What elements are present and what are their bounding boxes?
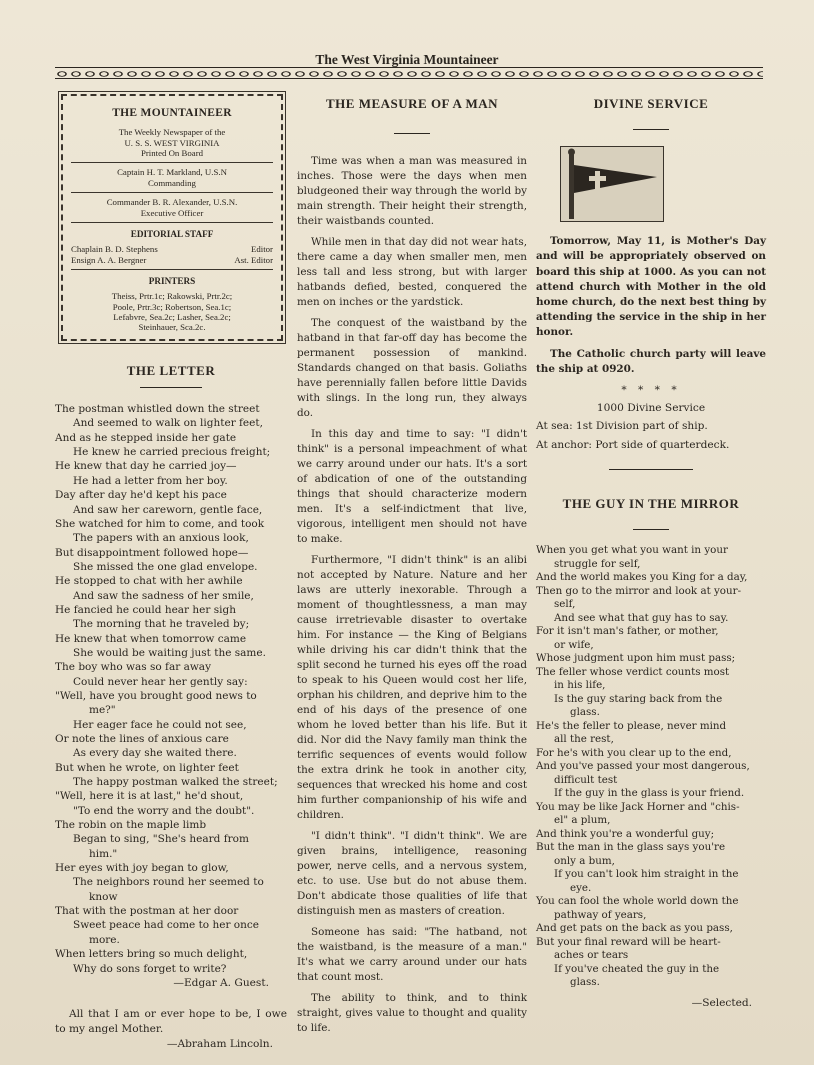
article-paragraph: Someone has said: "The hatband, not the waistband, is the measure of a man." It's what we carry around under our hats that count most.	[297, 926, 527, 984]
poem-line: You may be like Jack Horner and "chis-	[536, 800, 740, 813]
poem-line: glass.	[570, 706, 600, 719]
poem-line: self,	[554, 598, 576, 611]
at-anchor-location: At anchor: Port side of quarterdeck.	[536, 438, 730, 451]
poem-line: And as he stepped inside her gate	[55, 431, 237, 444]
editorial-heading: EDITORIAL STAFF	[130, 229, 214, 240]
poem-line: And saw her careworn, gentle face,	[73, 503, 263, 516]
poem-line: eye.	[570, 881, 592, 894]
poem-line: know	[89, 890, 118, 903]
poem-line: If the guy in the glass is your friend.	[554, 787, 745, 800]
article-paragraph: The ability to think, and to think straight, gives value to thought and quality to life.	[297, 992, 527, 1035]
church-pennant-icon	[561, 147, 663, 221]
letter-title: THE LETTER	[126, 362, 216, 378]
article-paragraph: "I didn't think". "I didn't think". We are given brains, intelligence, reasoning power, nerve cells, and a nervous system, etc. to use. Use but do not abuse them. Don't abdicate those qualities of life that distinguish men as masters of creation.	[297, 830, 527, 918]
poem-line: That with the postman at her door	[55, 905, 239, 918]
poem-line: And think you're a wonderful guy;	[536, 827, 715, 840]
poem-line: He knew he carried precious freight;	[73, 446, 271, 459]
printers-heading: PRINTERS	[148, 276, 196, 287]
title-rule	[140, 387, 202, 388]
editor-row	[71, 255, 273, 265]
poem-line: Is the guy staring back from the	[554, 692, 723, 705]
poem-line: He knew that when tomorrow came	[55, 632, 247, 645]
letter-poem	[55, 402, 287, 976]
box-title: THE MOUNTAINEER	[112, 107, 232, 119]
poem-line: struggle for self,	[554, 557, 641, 570]
column-right	[536, 90, 766, 1011]
poem-line: If you can't look him straight in the	[554, 868, 739, 881]
poem-line: When you get what you want in your	[536, 544, 728, 557]
divider	[71, 222, 273, 223]
poem-line: el" a plum,	[554, 814, 611, 827]
poem-line: And you've passed your most dangerous,	[536, 760, 750, 773]
mirror-poem	[536, 544, 766, 990]
poem-line: The postman whistled down the street	[55, 403, 260, 416]
poem-line: "To end the worry and the doubt".	[73, 804, 255, 817]
poem-line: The neighbors round her seemed to	[73, 876, 264, 889]
poem-line: Whose judgment upon him must pass;	[536, 652, 736, 665]
poem-line: And see what that guy has to say.	[554, 611, 729, 624]
box-subtitle-2: U. S. S. WEST VIRGINIA	[124, 137, 220, 148]
poem-line: And saw the sadness of her smile,	[73, 589, 254, 602]
poem-line: Could never hear her gently say:	[73, 675, 248, 688]
at-sea-location: At sea: 1st Division part of ship.	[536, 420, 708, 433]
editor-name: Ensign A. A. Bergner	[71, 254, 147, 265]
poem-line: If you've cheated the guy in the	[554, 962, 720, 975]
editor-role: Ast. Editor	[234, 254, 273, 265]
poem-line: You can fool the whole world down the	[536, 895, 739, 908]
lincoln-quote: All that I am or ever hope to be, I owe to my angel Mother.	[55, 1008, 287, 1036]
poem-line: difficult test	[554, 773, 618, 786]
poem-line: glass.	[570, 976, 600, 989]
column-middle	[297, 90, 527, 1042]
article-paragraph: While men in that day did not wear hats, there came a day when smaller men, men less tall and less strong, but with larger hatbands defied, bested, conquered the men on inches or the yardstick.	[297, 236, 527, 309]
poem-line: And get pats on the back as you pass,	[536, 922, 733, 935]
editor-role: Editor	[251, 244, 273, 255]
poem-line: pathway of years,	[554, 908, 647, 921]
editor-row	[71, 244, 273, 254]
poem-line: But your final reward will be heart-	[536, 935, 721, 948]
poem-line: "Well, have you brought good news to	[55, 689, 257, 702]
poem-line: He stopped to chat with her awhile	[55, 575, 243, 588]
poem-line: in his life,	[554, 679, 606, 692]
printers-line: Poole, Prtr.3c; Robertson, Sea.1c;	[112, 301, 232, 312]
article-paragraph: Time was when a man was measured in inches. Those were the days when men bludgeoned their way through the world by main strength. Their height their strength, their waistbands counted.	[297, 155, 527, 228]
divider	[71, 192, 273, 193]
title-rule	[633, 529, 669, 530]
divider	[71, 162, 273, 163]
poem-line: only a bum,	[554, 854, 615, 867]
poem-line: more.	[89, 933, 120, 946]
poem-line: Her eyes with joy began to glow,	[55, 862, 229, 875]
poem-line: aches or tears	[554, 949, 629, 962]
captain-role: Commanding	[148, 177, 196, 188]
poem-line: all the rest,	[554, 733, 614, 746]
poem-line: him."	[89, 847, 118, 860]
printers-line: Lefabvre, Sea.2c; Lasher, Sea.2c;	[113, 312, 231, 323]
mountaineer-box	[61, 94, 283, 341]
poem-line: She watched for him to come, and took	[55, 517, 265, 530]
poem-line: For he's with you clear up to the end,	[536, 746, 732, 759]
box-subtitle-3: Printed On Board	[140, 148, 204, 159]
poem-line: But the man in the glass says you're	[536, 841, 726, 854]
section-rule	[609, 469, 693, 470]
poem-line: She missed the one glad envelope.	[73, 560, 258, 573]
poem-line: And the world makes you King for a day,	[536, 571, 748, 584]
poem-line: She would be waiting just the same.	[73, 646, 266, 659]
poem-line: The feller whose verdict counts most	[536, 665, 730, 678]
poem-line: me?"	[89, 704, 116, 717]
mirror-title: THE GUY IN THE MIRROR	[562, 495, 740, 511]
masthead-title: The West Virginia Mountaineer	[315, 52, 499, 67]
measure-title: THE MEASURE OF A MAN	[325, 96, 499, 111]
column-left	[55, 90, 287, 1053]
commander-name: Commander B. R. Alexander, U.S.N.	[106, 197, 238, 208]
poem-line: The boy who was so far away	[55, 661, 212, 674]
poem-line: For it isn't man's father, or mother,	[536, 625, 719, 638]
mirror-author: —Selected.	[691, 996, 752, 1009]
poem-line: Sweet peace had come to her once	[73, 919, 259, 932]
poem-line: The papers with an anxious look,	[73, 532, 249, 545]
poem-line: When letters bring so much delight,	[55, 948, 248, 961]
poem-line: He fancied he could hear her sigh	[55, 603, 236, 616]
poem-line: And seemed to walk on lighter feet,	[73, 417, 263, 430]
poem-line: He knew that day he carried joy—	[55, 460, 237, 473]
poem-line: Why do sons forget to write?	[73, 962, 227, 975]
article-paragraph: Furthermore, "I didn't think" is an alibi not accepted by Nature. Nature and her laws are utterly inexorable. Through a moment of thoughtlessness, a man may cause irretrievable disaster to overtake him. For instance — the King of Belgians while driving his car didn't think that the split second he turned his eyes off the road to speak to his Queen would cost her life, orphan his children, and deprive him to the end of his days of the presence of one whom he loved better than his life. But it did. Nor did the Navy family man think the terrific sequences of events would follow the extra drink he took in another city, sequences that wrecked his home and cost him further companionship of his wife and children.	[297, 554, 527, 822]
separator-stars: * * * *	[621, 384, 681, 397]
title-rule	[633, 129, 669, 130]
printers-line: Steinhauer, Sca.2c.	[138, 322, 206, 333]
poem-line: The happy postman walked the street;	[73, 776, 278, 789]
poem-line: Her eager face he could not see,	[73, 718, 247, 731]
poem-line: But when he wrote, on lighter feet	[55, 761, 239, 774]
letter-author: —Edgar A. Guest.	[173, 976, 269, 989]
editor-name: Chaplain B. D. Stephens	[71, 244, 158, 255]
poem-line: "Well, here it is at last," he'd shout,	[55, 790, 244, 803]
poem-line: The morning that he traveled by;	[73, 618, 250, 631]
poem-line: Or note the lines of anxious care	[55, 733, 229, 745]
poem-line: Began to sing, "She's heard from	[73, 833, 249, 846]
article-paragraph: The conquest of the waistband by the hatband in that far-off day has become the permanent possession of mankind. Standards changed on that basis. Goliaths have perennially fallen before little Davids with slings. In the long run, they always do.	[297, 317, 527, 420]
captain-name: Captain H. T. Markland, U.S.N	[117, 167, 227, 178]
poem-line: But disappointment followed hope—	[55, 546, 249, 559]
article-paragraph: In this day and time to say: "I didn't think" is a personal impeachment of what we carry around under our hats. It's a sort of abdication of one of the outstanding things that should characterize modern men. It's a self-indictment that live, vigorous, intelligent men should not have to make.	[297, 428, 527, 546]
box-subtitle-1: The Weekly Newspaper of the	[118, 127, 226, 138]
poem-line: He's the feller to please, never mind	[536, 719, 727, 732]
poem-line: Day after day he'd kept his pace	[55, 489, 227, 502]
service-time: 1000 Divine Service	[596, 402, 706, 415]
catholic-party-notice: The Catholic church party will leave the ship at 0920.	[536, 347, 766, 375]
divider	[71, 269, 273, 270]
poem-line: He had a letter from her boy.	[73, 474, 228, 487]
poem-line: As every day she waited there.	[73, 747, 237, 760]
commander-role: Executive Officer	[140, 207, 204, 218]
mothers-day-notice: Tomorrow, May 11, is Mother's Day and will be appropriately observed on board this ship at 1000. As you can not attend church with Mother in the old home church, do the next best thing by attending the service in the ship in her honor.	[536, 235, 766, 339]
measure-body	[297, 154, 527, 1036]
chain-border	[55, 67, 763, 79]
poem-line: or wife,	[554, 638, 594, 651]
lincoln-author: —Abraham Lincoln.	[166, 1038, 273, 1051]
poem-line: The robin on the maple limb	[55, 819, 207, 832]
divine-title: DIVINE SERVICE	[593, 96, 709, 111]
poem-line: Then go to the mirror and look at your-	[536, 584, 742, 597]
printers-line: Theiss, Prtr.1c; Rakowski, Prtr.2c;	[111, 291, 233, 302]
title-rule	[394, 133, 430, 134]
church-pennant-image	[560, 146, 664, 222]
